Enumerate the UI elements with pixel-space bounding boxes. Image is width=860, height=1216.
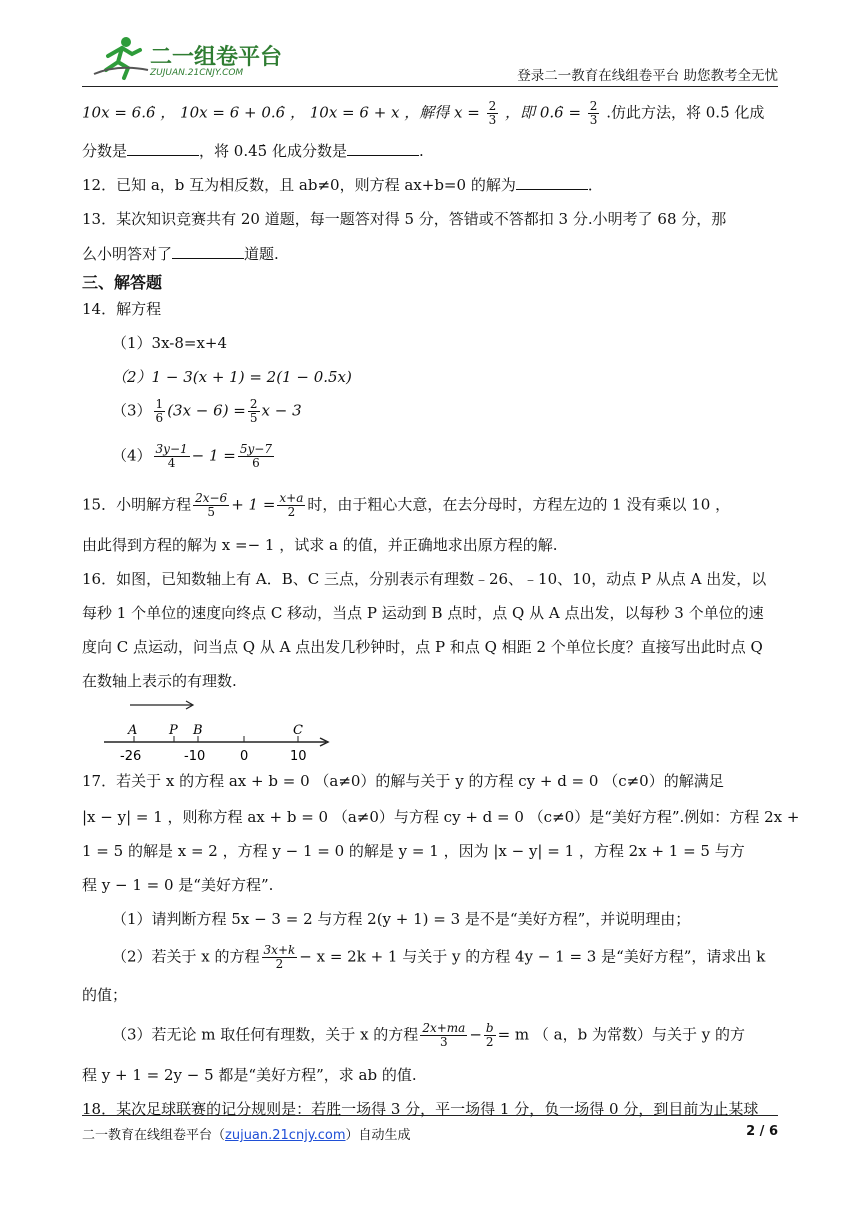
section-title: 三、解答题	[82, 273, 163, 292]
frac-den: 2	[485, 1035, 494, 1049]
question-13-line1: 13．某次知识竞赛共有 20 道题，每一题答对得 5 分，答错或不答都扣 3 分.小明考了 68 分，那	[82, 210, 727, 228]
frac-num: 2	[249, 397, 258, 411]
q14-title: 14．解方程	[82, 300, 162, 318]
footer-link[interactable]: zujuan.21cnjy.com	[225, 1128, 346, 1143]
page-number: 2 / 6	[746, 1124, 778, 1139]
frac-den: 2	[275, 957, 284, 971]
value-A: -26	[120, 749, 142, 764]
header-slogan: 登录二一教育在线组卷平台 助您教考全无忧	[517, 68, 778, 84]
fraction	[420, 1022, 467, 1049]
q11-line1	[82, 100, 764, 127]
logo-subtitle: ZUJUAN.21CNJY.COM	[150, 68, 244, 78]
q11-eq: 10x = 6.6̇ ， 10x = 6 + 0.6̇ ， 10x = 6 + x ，解得	[82, 103, 450, 122]
frac-den: 2	[287, 505, 296, 519]
q17-line2: |x − y| = 1 ，则称方程 ax + b = 0 （a≠0）与方程 cy + d = 0 （c≠0）是“美好方程”.例如：方程 2x +	[82, 808, 800, 826]
header-divider	[82, 86, 778, 87]
expr: x − 3	[261, 401, 302, 420]
frac-den: 4	[167, 456, 176, 470]
q16-line3: 度向 C 点运动，问当点 Q 从 A 点出发几秒钟时，点 P 和点 Q 相距 2 个单位长度？直接写出此时点 Q	[82, 638, 763, 656]
frac-num: 2	[589, 99, 598, 113]
question-13-line2	[82, 243, 279, 264]
q17-line1: 17．若关于 x 的方程 ax + b = 0 （a≠0）的解与关于 y 的方程 cy + d = 0 （c≠0）的解满足	[82, 772, 724, 790]
q17-p3-text-2: = m （ a，b 为常数）与关于 y 的方	[497, 1025, 745, 1044]
number-line-svg	[100, 690, 340, 770]
q11-text-c: .	[418, 142, 424, 160]
label-A: A	[128, 723, 138, 738]
frac-den: 5	[249, 411, 258, 425]
value-0: 0	[240, 749, 249, 764]
frac-num: 1	[155, 397, 164, 411]
frac-den: 5	[207, 505, 215, 519]
frac-num: x+a	[279, 491, 304, 505]
expr: (3x − 6) =	[167, 401, 246, 420]
frac-num: 2	[488, 99, 497, 113]
answer-blank[interactable]	[347, 140, 419, 156]
q17-line4: 程 y − 1 = 0 是“美好方程”.	[82, 876, 274, 894]
frac-den: 3	[589, 113, 598, 127]
q11-x: x =	[454, 103, 480, 122]
part-label: （3）	[112, 401, 152, 420]
q11-instruction: .仿此方法，将 0.5̇ 化成	[606, 103, 765, 122]
fraction	[248, 398, 260, 425]
q16-line1: 16．如图，已知数轴上有 A．B、C 三点，分别表示有理数﹣26、﹣10、10，动点 P 从点 A 出发，以	[82, 570, 767, 588]
q15-text: 15．小明解方程	[82, 495, 192, 514]
q17-part3	[112, 1022, 745, 1049]
frac-den: 3	[488, 113, 497, 127]
frac-num: 2x−6	[195, 491, 228, 505]
footer-divider	[82, 1115, 778, 1116]
question-12	[82, 174, 603, 195]
q18-line1: 18．某次足球联赛的记分规则是：若胜一场得 3 分，平一场得 1 分，负一场得 0 分，到目前为止某球	[82, 1100, 759, 1118]
q17-line3: 1 = 5 的解是 x = 2 ，方程 y − 1 = 0 的解是 y = 1 ，因为 |x − y| = 1 ，方程 2x + 1 = 5 与方	[82, 842, 745, 860]
footer-source	[82, 1124, 411, 1143]
footer-text-b: ）自动生成	[345, 1128, 411, 1143]
q11-line2	[82, 140, 424, 161]
q15-text-2: 时，由于粗心大意，在去分母时，方程左边的 1 没有乘以 10 ，	[307, 495, 731, 514]
q14-part1: （1）3x-8=x+4	[112, 334, 228, 352]
q13-text-a: 么小明答对了	[82, 245, 173, 263]
fraction	[238, 443, 274, 470]
q17-p3-text: （3）若无论 m 取任何有理数，关于 x 的方程	[112, 1025, 419, 1044]
q11-fraction-2	[588, 100, 600, 127]
q17-part2-end: 的值；	[82, 986, 128, 1004]
fraction	[262, 944, 298, 971]
answer-blank[interactable]	[172, 243, 244, 259]
footer-text-a: 二一教育在线组卷平台（	[82, 1128, 226, 1143]
fraction	[193, 492, 229, 519]
platform-logo[interactable]	[88, 34, 288, 82]
frac-den: 6	[252, 456, 260, 470]
frac-den: 3	[439, 1035, 448, 1049]
frac-num: 3x+k	[263, 943, 296, 957]
q14-part2: （2）1 − 3(x + 1) = 2(1 − 0.5x)	[112, 368, 352, 386]
q17-part3-end: 程 y + 1 = 2y − 5 都是“美好方程”，求 ab 的值.	[82, 1066, 417, 1084]
value-B: -10	[184, 749, 206, 764]
q13-text-b: 道题.	[244, 245, 279, 263]
q11-ie: ，即 0.6̇ =	[505, 103, 582, 122]
q17-part1: （1）请判断方程 5x − 3 = 2 与方程 2(y + 1) = 3 是不是“美好方程”，并说明理由；	[112, 910, 691, 928]
logo-title: 二一组卷平台	[150, 45, 283, 70]
q14-part3	[112, 398, 302, 425]
q12-text: 12．已知 a，b 互为相反数，且 ab≠0，则方程 ax+b=0 的解为	[82, 176, 516, 194]
label-C: C	[293, 723, 303, 738]
q16-line2: 每秒 1 个单位的速度向终点 C 移动，当点 P 运动到 B 点时，点 Q 从 A 点出发，以每秒 3 个单位的速	[82, 604, 764, 622]
fraction	[154, 398, 166, 425]
q11-fraction	[487, 100, 499, 127]
q17-part2	[112, 944, 765, 971]
answer-blank[interactable]	[516, 174, 588, 190]
frac-num: b	[485, 1021, 494, 1035]
q11-text-a: 分数是	[82, 142, 128, 160]
value-C: 10	[290, 749, 307, 764]
expr: − 1 =	[191, 446, 236, 465]
number-line-figure	[100, 690, 340, 770]
q15-line1	[82, 492, 730, 519]
frac-num: 2x+ma	[422, 1021, 466, 1035]
q14-part4	[112, 443, 276, 470]
expr: −	[469, 1025, 482, 1044]
part-label: （4）	[112, 446, 152, 465]
fraction	[484, 1022, 496, 1049]
label-P: P	[169, 723, 178, 738]
frac-num: 3y−1	[155, 442, 188, 456]
expr: + 1 =	[231, 495, 276, 514]
frac-num: 5y−7	[239, 442, 272, 456]
q17-p2-text-2: − x = 2k + 1 与关于 y 的方程 4y − 1 = 3 是“美好方程”，请求出 k	[299, 947, 766, 966]
q17-p2-text: （2）若关于 x 的方程	[112, 947, 260, 966]
answer-blank[interactable]	[127, 140, 199, 156]
q15-line2: 由此得到方程的解为 x =− 1 ，试求 a 的值，并正确地求出原方程的解.	[82, 536, 558, 554]
q11-text-b: ，将 0.4̇5̇ 化成分数是	[199, 142, 347, 160]
fraction	[154, 443, 190, 470]
q12-end: ．	[587, 176, 603, 194]
q16-line4: 在数轴上表示的有理数.	[82, 672, 237, 690]
fraction	[277, 492, 305, 519]
frac-den: 6	[155, 411, 164, 425]
label-B: B	[193, 723, 203, 738]
